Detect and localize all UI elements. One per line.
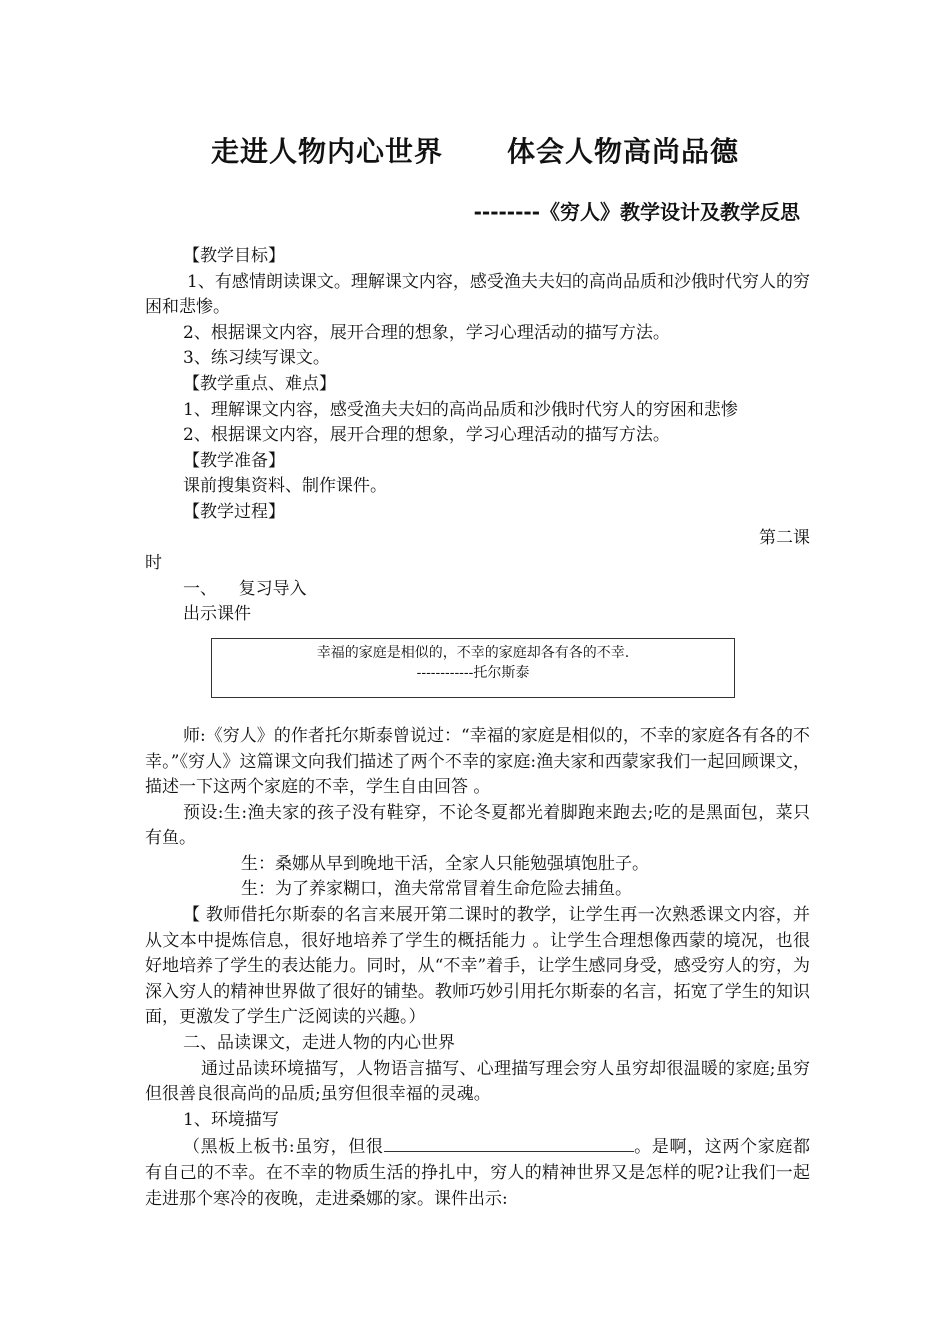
student-answer-3: 生：为了养家糊口，渔夫常常冒着生命危险去捕鱼。 (241, 879, 632, 900)
title-left: 走进人物内心世界 (210, 135, 443, 168)
page-title (0, 130, 950, 170)
teacher-paragraph: 师:《穷人》的作者托尔斯泰曾说过：“幸福的家庭是相似的，不幸的家庭各有各的不幸。”《穷人》这篇课文向我们描述了两个不幸的家庭:渔夫家和西蒙家我们一起回顾课文，描述一下这两个家庭的不幸，学生自由回答 。 (145, 725, 810, 798)
page-subtitle: --------《穷人》教学设计及教学反思 (473, 200, 800, 224)
section-2-paragraph: 通过品读环境描写，人物语言描写、心理描写理会穷人虽穷却很温暖的家庭;虽穷但很善良很高尚的品质;虽穷但很幸福的灵魂。 (145, 1058, 810, 1105)
key-2: 2、根据课文内容，展开合理的想象，学习心理活动的描写方法。 (183, 425, 670, 446)
prep-text: 课前搜集资料、制作课件。 (183, 476, 387, 497)
process-header: 【教学过程】 (183, 501, 285, 522)
teacher-comment: 【 教师借托尔斯泰的名言来展开第二课时的教学，让学生再一次熟悉课文内容，并从文本中提炼信息，很好地培养了学生的概括能力 。让学生合理想像西蒙的境况，也很好地培养了学生的表达能力。同时，从“不幸”着手，让学生感同身受，感受穷人的穷，为深入穷人的精神世界做了很好的铺垫。教师巧妙引用托尔斯泰的名言，拓宽了学生的知识面，更激发了学生广泛阅读的兴趣。） (145, 905, 810, 1028)
student-answer-2: 生：桑娜从早到晚地干活，全家人只能勉强填饱肚子。 (241, 853, 649, 874)
lesson-label-1: 第二课 (759, 527, 810, 548)
goal-3: 3、练习续写课文。 (183, 348, 330, 369)
title-right: 体会人物高尚品德 (507, 135, 740, 168)
quote-author: ------------托尔斯泰 (416, 664, 530, 681)
goal-2: 2、根据课文内容，展开合理的想象，学习心理活动的描写方法。 (183, 322, 670, 343)
show-courseware: 出示课件 (183, 604, 251, 625)
goals-header: 【教学目标】 (183, 246, 285, 266)
blackboard-suffix: 。是啊，这两个家庭都有自己的不幸。在不幸的物质生活的挣扎中，穷人的精神世界又是怎样的呢?让我们一起走进那个寒冷的夜晚，走进桑娜的家。课件出示: (145, 1137, 810, 1209)
lesson-label-2: 时 (145, 553, 162, 574)
prep-header: 【教学准备】 (183, 450, 285, 471)
goal-1: 1、有感情朗读课文。理解课文内容，感受渔夫夫妇的高尚品质和沙俄时代穷人的穷困和悲惨。 (145, 271, 810, 318)
environment-heading: 1、环境描写 (183, 1109, 279, 1130)
quote-box (211, 638, 735, 698)
section-2-heading: 二、品读课文，走进人物的内心世界 (183, 1033, 455, 1054)
key-header: 【教学重点、难点】 (183, 373, 336, 394)
key-1: 1、理解课文内容，感受渔夫夫妇的高尚品质和沙俄时代穷人的穷困和悲惨 (183, 399, 738, 420)
document-body (145, 244, 810, 1212)
quote-text: 幸福的家庭是相似的，不幸的家庭却各有各的不幸. (316, 644, 630, 661)
section-1-heading: 一、 复习导入 (183, 578, 307, 599)
blackboard-paragraph (145, 1133, 810, 1212)
preset-paragraph: 预设:生:渔夫家的孩子没有鞋穿，不论冬夏都光着脚跑来跑去;吃的是黑面包，菜只有鱼。 (145, 802, 810, 849)
fill-in-blank (384, 1133, 634, 1152)
blackboard-prefix: （黑板上板书:虽穷，但很 (183, 1137, 384, 1158)
